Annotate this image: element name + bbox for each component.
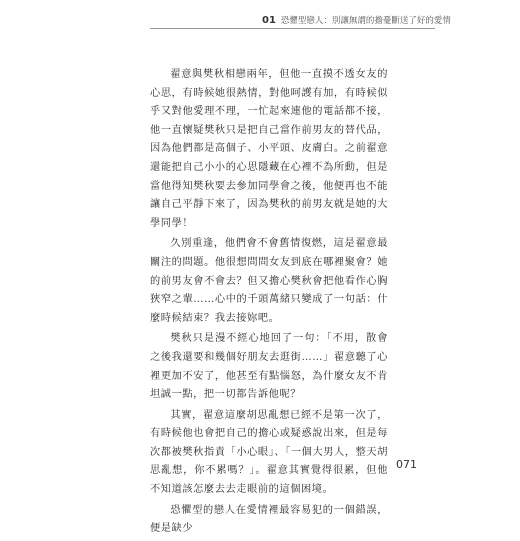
- body-text: [150, 66, 388, 541]
- running-head: [262, 14, 451, 26]
- paragraph: 翟意與樊秋相戀兩年，但他一直摸不透女友的心思，有時候她很熱情，對他呵護有加，有時候似乎又對他愛理不理，一忙起來連他的電話都不接，他一直懷疑樊秋只是把自己當作前男友的替代品，因為他們都是高個子、小平頭、皮膚白。之前翟意還能把自己小小的心思隱藏在心裡不為所動，但是當他得知樊秋要去參加同學會之後，他便再也不能讓自己平靜下來了，因為樊秋的前男友就是她的大學同學！: [150, 69, 388, 229]
- page-number: 071: [396, 458, 417, 471]
- paragraph: 久別重逢，他們會不會舊情復燃，這是翟意最關注的問題。他很想問問女友到底在哪裡聚會？她的前男友會不會去？但又擔心樊秋會把他看作心胸狹窄之輩……心中的千頭萬緒只變成了一句話：什麼時候結束？我去接妳吧。: [150, 238, 388, 324]
- paragraph: 其實，翟意這麼胡思亂想已經不是第一次了，有時候他也會把自己的擔心或疑惑說出來，但是每次都被樊秋指責「小心眼」、「一個大男人，整天胡思亂想，你不累嗎？」。翟意其實覺得很累，但他不知道該怎麼去去走眼前的這個困境。: [150, 409, 388, 496]
- paragraph: 恐懼型的戀人在愛情裡最容易犯的一個錯誤，便是缺少: [150, 504, 388, 535]
- header-rule: [150, 28, 435, 29]
- chapter-number: 01: [262, 15, 276, 26]
- chapter-title: 恐懼型戀人：別讓無謂的擔憂斷送了好的愛情: [280, 16, 451, 26]
- paragraph: 樊秋只是漫不經心地回了一句：「不用，散會之後我還要和幾個好朋友去逛街……」翟意聽了心裡更加不安了，他甚至有點惱怒，為什麼女友不肯坦誠一點，把一切都告訴他呢？: [150, 333, 388, 401]
